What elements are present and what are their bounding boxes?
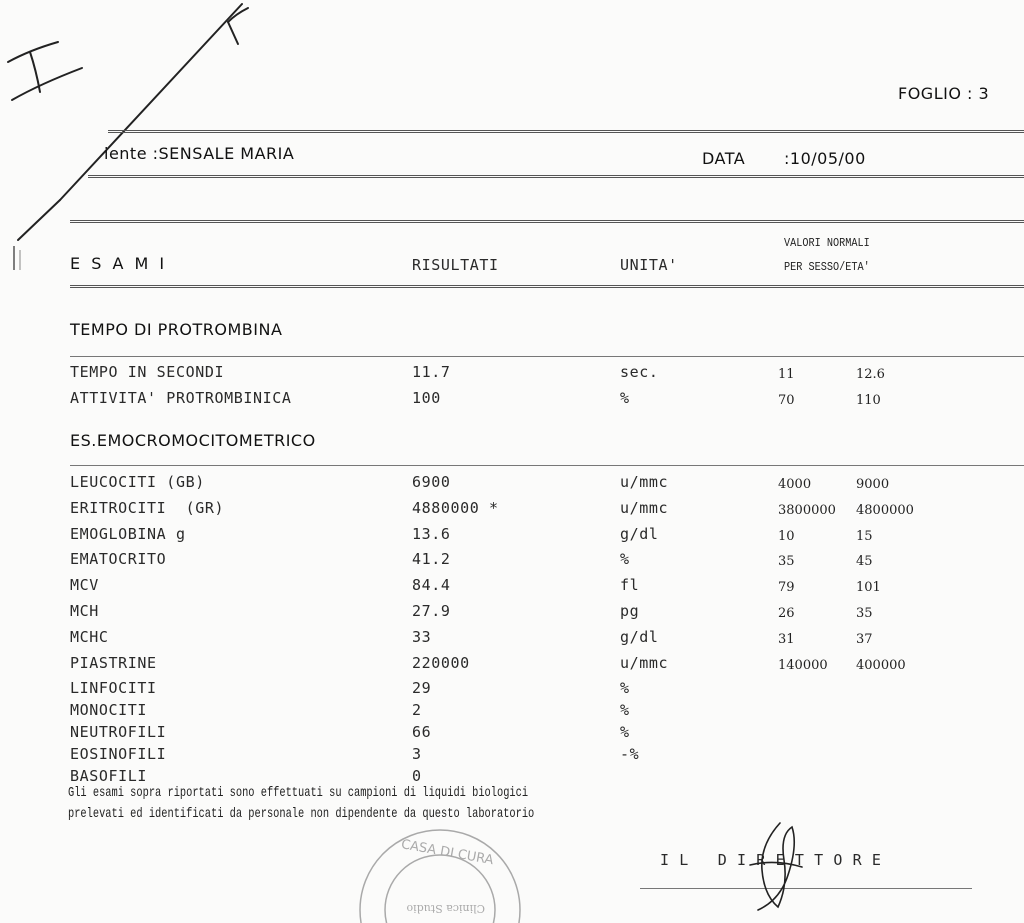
sheet-number: FOGLIO : 3 [898, 84, 990, 103]
column-normal-values-2: PER SESSO/ETA' [784, 260, 870, 274]
normal-max [856, 679, 956, 701]
normal-max [856, 701, 956, 723]
normal-max: 101 [856, 580, 881, 596]
exam-result: 29 [412, 679, 432, 698]
exam-name: MCHC [70, 627, 109, 646]
stamp-text-inner: Clinica Studio [406, 902, 485, 915]
normal-max: 400000 [856, 657, 906, 673]
exam-result: 4880000 * [412, 498, 499, 517]
table-row [70, 363, 956, 389]
exam-unit [620, 767, 778, 789]
exam-unit: u/mmc [620, 498, 669, 517]
exam-result: 11.7 [412, 363, 451, 381]
column-unit: UNITA' [620, 256, 678, 274]
column-results: RISULTATI [412, 256, 499, 274]
normal-max: 37 [856, 631, 873, 647]
normal-max: 4800000 [856, 502, 914, 518]
exam-name: BASOFILI [70, 766, 148, 785]
section1-rule [70, 356, 1024, 357]
column-normal-values-1: VALORI NORMALI [784, 236, 870, 250]
exam-name: NEUTROFILI [70, 722, 167, 741]
stamp-text-outer: CASA DI CURA [399, 837, 495, 869]
header-top-rule [108, 130, 1024, 133]
exam-result: 27.9 [412, 601, 451, 620]
exam-result: 66 [412, 722, 432, 741]
normal-min: 79 [778, 580, 795, 596]
normal-max: 15 [856, 528, 873, 544]
normal-max: 35 [856, 605, 873, 621]
section2-table [70, 473, 956, 788]
handwritten-marks [0, 0, 300, 270]
exam-result: 0 [412, 766, 422, 785]
exam-unit: pg [620, 601, 640, 620]
footer-note-line-2: prelevati ed identificati da personale non dipendente da questo laboratorio [68, 806, 535, 822]
section-title-protrombina: TEMPO DI PROTROMBINA [70, 320, 283, 339]
exam-unit: u/mmc [620, 653, 669, 672]
normal-max [856, 723, 956, 745]
exam-unit: g/dl [620, 524, 659, 543]
table-row [70, 525, 956, 551]
normal-min [778, 701, 856, 723]
normal-min [778, 767, 856, 789]
exam-unit: % [620, 388, 630, 407]
normal-min: 31 [778, 631, 795, 647]
section2-rule [70, 465, 1024, 466]
section1-table [70, 363, 956, 415]
exam-result: 33 [412, 627, 432, 646]
exam-unit: sec. [620, 363, 659, 381]
table-row [70, 628, 956, 654]
table-row [70, 576, 956, 602]
exam-unit: % [620, 679, 630, 698]
exam-name: PIASTRINE [70, 653, 157, 672]
exam-result: 6900 [412, 473, 451, 491]
normal-max: 45 [856, 554, 873, 570]
exam-result: 2 [412, 701, 422, 720]
normal-min: 26 [778, 605, 795, 621]
columns-bottom-rule [70, 285, 1024, 288]
exam-name: LEUCOCITI (GB) [70, 473, 205, 491]
table-row [70, 499, 956, 525]
exam-unit: fl [620, 576, 640, 595]
exam-name: ERITROCITI (GR) [70, 498, 225, 517]
table-row [70, 389, 956, 415]
columns-top-rule [70, 220, 1024, 223]
exam-result: 13.6 [412, 524, 451, 543]
exam-name: TEMPO IN SECONDI [70, 363, 225, 381]
column-exams: E S A M I [70, 254, 168, 273]
normal-min: 70 [778, 392, 795, 408]
table-row [70, 550, 956, 576]
exam-name: MCV [70, 576, 99, 595]
exam-result: 100 [412, 388, 441, 407]
exam-unit: u/mmc [620, 473, 669, 491]
exam-unit: -% [620, 744, 640, 763]
normal-min [778, 745, 856, 767]
exam-result: 3 [412, 744, 422, 763]
exam-unit: % [620, 722, 630, 741]
normal-min: 11 [778, 367, 795, 382]
normal-max [856, 745, 956, 767]
exam-name: ATTIVITA' PROTROMBINICA [70, 388, 292, 407]
exam-name: EMOGLOBINA g [70, 524, 186, 543]
director-label: I L D I R E T T O R E [660, 851, 882, 869]
table-row [70, 602, 956, 628]
exam-unit: % [620, 550, 630, 569]
date-label: DATA [702, 149, 746, 168]
table-row [70, 473, 956, 499]
date-value: :10/05/00 [784, 149, 866, 168]
normal-min: 140000 [778, 657, 828, 673]
exam-name: EOSINOFILI [70, 744, 167, 763]
normal-min: 10 [778, 528, 795, 544]
normal-max: 9000 [856, 477, 890, 492]
normal-min: 35 [778, 554, 795, 570]
table-row [70, 679, 956, 701]
footer-note-line-1: Gli esami sopra riportati sono effettuati su campioni di liquidi biologici [68, 785, 529, 801]
exam-name: EMATOCRITO [70, 550, 167, 569]
table-row [70, 745, 956, 767]
exam-result: 220000 [412, 653, 470, 672]
normal-min [778, 679, 856, 701]
normal-max: 110 [856, 392, 881, 408]
normal-min [778, 723, 856, 745]
patient-name: iente :SENSALE MARIA [104, 144, 295, 163]
header-bottom-rule [88, 175, 1024, 178]
normal-min: 3800000 [778, 502, 836, 518]
exam-name: MONOCITI [70, 701, 148, 720]
exam-unit: % [620, 701, 630, 720]
normal-max [856, 767, 956, 789]
exam-unit: g/dl [620, 627, 659, 646]
table-row [70, 654, 956, 680]
table-row [70, 723, 956, 745]
exam-result: 41.2 [412, 550, 451, 569]
normal-max: 12.6 [856, 367, 885, 382]
exam-name: MCH [70, 601, 99, 620]
normal-min: 4000 [778, 477, 812, 492]
exam-name: LINFOCITI [70, 679, 157, 698]
section-title-emocromo: ES.EMOCROMOCITOMETRICO [70, 431, 316, 450]
signature [740, 815, 810, 915]
clinic-stamp [340, 825, 540, 923]
table-row [70, 701, 956, 723]
exam-result: 84.4 [412, 576, 451, 595]
